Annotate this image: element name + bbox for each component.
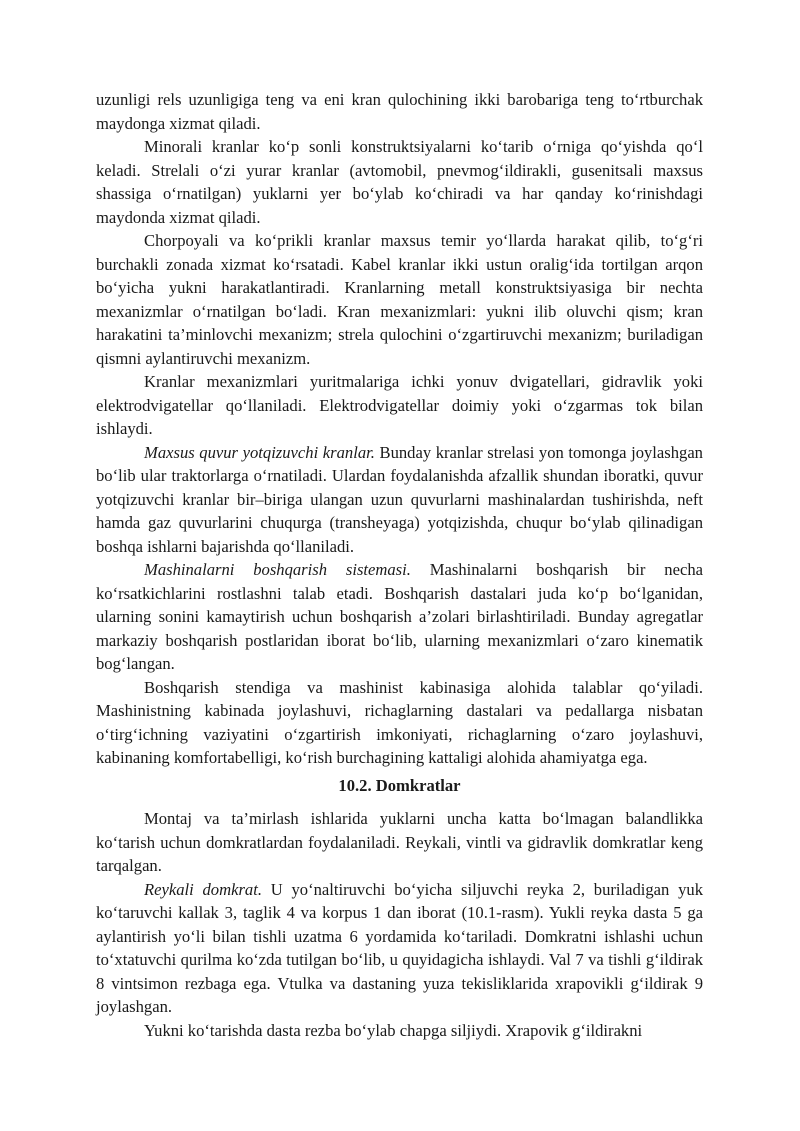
paragraph-3 bbox=[96, 229, 703, 370]
paragraph-9 bbox=[96, 878, 703, 1019]
paragraph-2 bbox=[96, 135, 703, 229]
paragraph-lead-italic: Maxsus quvur yotqizuvchi kranlar. bbox=[144, 442, 375, 462]
paragraph-5 bbox=[96, 441, 703, 559]
paragraph-7 bbox=[96, 676, 703, 770]
section-heading: 10.2. Domkratlar bbox=[338, 775, 461, 795]
paragraph-6 bbox=[96, 558, 703, 676]
paragraph-text: Kranlar mexanizmlari yuritmalariga ichki yonuv dvigatellari, gidravlik yoki elektrodvigatellar qo‘llaniladi. Elektrodvigatellar doimiy yoki o‘zgarmas tok bilan ishlaydi. bbox=[96, 372, 703, 438]
paragraph-text: Yukni ko‘tarishda dasta rezba bo‘ylab chapga siljiydi. Xrapovik g‘ildirakni bbox=[144, 1020, 643, 1040]
paragraph-lead-italic: Mashinalarni boshqarish sistemasi. bbox=[144, 560, 411, 579]
paragraph-8 bbox=[96, 807, 703, 878]
paragraph-10 bbox=[96, 1019, 703, 1043]
paragraph-text: Mashinalarni boshqarish bir necha ko‘rsatkichlarini rostlashni talab etadi. Boshqarish dastalari juda ko‘p bo‘lganidan, ularning sonini kamaytirish uchun boshqarish a’zolari birlashtiriladi. Bunday agregatlar markaziy boshqarish postlaridan iborat bo‘lib, ularning mexanizmlari o‘zaro kinematik bog‘langan. bbox=[96, 560, 703, 673]
paragraph-text: Boshqarish stendiga va mashinist kabinasiga alohida talablar qo‘yiladi. Mashinistning kabinada joylashuvi, richaglarning dastalari va pedallarga nisbatan o‘tirg‘ichning vaziyatini o‘zgartirish imkoniyati, richaglarning o‘zaro joylashuvi, kabinaning komfortabelligi, ko‘rish burchagining kattaligi alohida ahamiyatga ega. bbox=[96, 677, 703, 767]
paragraph-text: Chorpoyali va ko‘prikli kranlar maxsus temir yo‘llarda harakat qilib, to‘g‘ri burchakli zonada xizmat ko‘rsatadi. Kabel kranlar ikki ustun oralig‘ida tortilgan arqon bo‘yicha yukni harakatlantiradi. Kranlarning metall konstruktsiyasiga bir nechta mexanizmlar o‘rnatilgan bo‘ladi. Kran mexanizmlari: yukni ilib oluvchi qism; kran harakatini ta’minlovchi mexanizm; strela qulochini o‘zgartiruvchi mexanizm; buriladigan qismni aylantiruvchi mexanizm. bbox=[96, 231, 703, 368]
paragraph-1 bbox=[96, 88, 703, 135]
paragraph-text: Bunday kranlar strelasi yon tomonga joylashgan bo‘lib ular traktorlarga o‘rnatiladi. Ulardan foydalanishda afzallik shundan iboratki, quvur yotqizuvchi kranlar bir–biriga ulangan uzun quvurlarni mashinalardan tushirishda, neft hamda gaz quvurlarini chuqurga (transheyaga) yotqizishda, chuqur bo‘ylab qilinadigan boshqa ishlarni bajarishda qo‘llaniladi. bbox=[96, 442, 703, 556]
paragraph-4 bbox=[96, 370, 703, 441]
paragraph-text: uzunligi rels uzunligiga teng va eni kran qulochining ikki barobariga teng to‘rtburchak maydonga xizmat qiladi. bbox=[96, 90, 703, 133]
paragraph-text: Minorali kranlar ko‘p sonli konstruktsiyalarni ko‘tarib o‘rniga qo‘yishda qo‘l keladi. Strelali o‘zi yurar kranlar (avtomobil, pnevmog‘ildirakli, gusenitsali maxsus shassiga o‘rnatilgan) yuklarni yer bo‘ylab ko‘chiradi va har qanday ko‘rinishdagi maydonda xizmat qiladi. bbox=[96, 137, 703, 227]
document-page bbox=[96, 88, 703, 1042]
paragraph-text: Montaj va ta’mirlash ishlarida yuklarni uncha katta bo‘lmagan balandlikka ko‘tarish uchun domkratlardan foydalaniladi. Reykali, vintli va gidravlik domkratlar keng tarqalgan. bbox=[96, 809, 703, 875]
paragraph-lead-italic: Reykali domkrat. bbox=[144, 879, 262, 899]
paragraph-text: U yo‘naltiruvchi bo‘yicha siljuvchi reyka 2, buriladigan yuk ko‘taruvchi kallak 3, taglik 4 va korpus 1 dan iborat (10.1-rasm). Yukli reyka dasta 5 ga aylantirish yo‘li bilan tishli uzatma 6 yordamida ko‘tariladi. Domkratni ishlashi uchun to‘xtatuvchi qurilma ko‘zda tutilgan bo‘lib, u quyidagicha ishlaydi. Val 7 va tishli g‘ildirak 8 vintsimon rezbaga ega. Vtulka va dastaning yuza tekisliklarida xrapovikli g‘ildirak 9 joylashgan. bbox=[96, 879, 703, 1016]
